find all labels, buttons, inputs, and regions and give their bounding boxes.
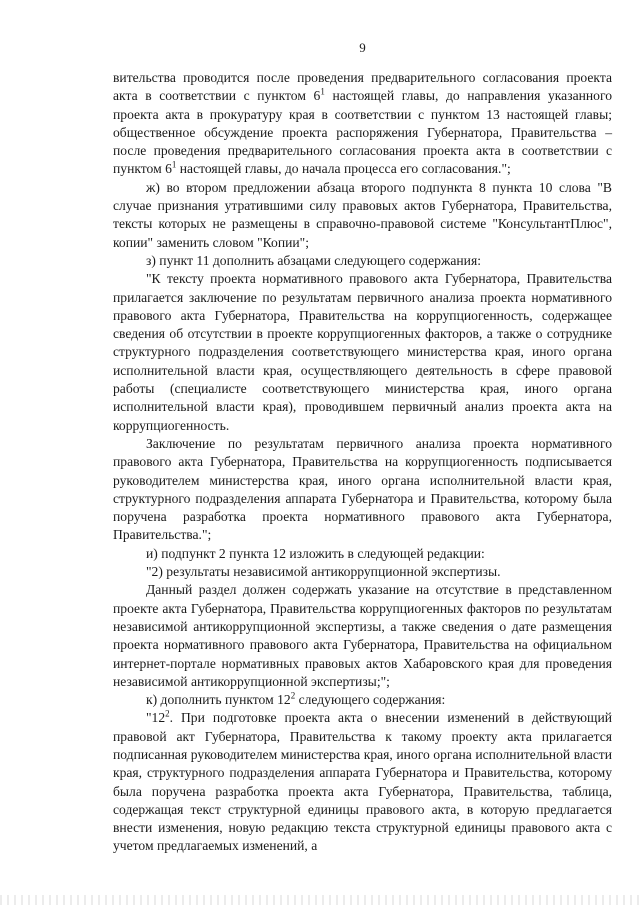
- superscript: 2: [290, 690, 296, 701]
- paragraph: [113, 581, 612, 691]
- paragraph-text: к) дополнить пунктом 12: [146, 692, 291, 708]
- paragraph-text: ж) во втором предложении абзаца второго подпункта 8 пункта 10 слова "В случае признания утратившими силу правовых актов Губернатора, Правительства, тексты которых не размещены в справочно-правовой системе "КонсультантПлюс", копии" заменить словом "Копии";: [113, 179, 612, 250]
- page-number: 9: [359, 40, 366, 55]
- paragraph: [113, 270, 612, 435]
- paragraph-text: следующего содержания:: [295, 692, 446, 708]
- paragraph: [113, 563, 612, 581]
- paragraph: [113, 691, 612, 709]
- paragraph: [113, 709, 612, 855]
- paragraph-text: настоящей главы, до направления указанного проекта акта в прокуратуру края в соответствии с пунктом 13 настоящей главы; общественное обсуждение проекта распоряжения Губернатора, Правительства – после проведения предварительного согласования проекта акта в соответствии с пунктом 6: [113, 88, 612, 177]
- paragraph: [113, 179, 612, 252]
- paragraph-text: Данный раздел должен содержать указание на отсутствие в представленном проекте акта Губернатора, Правительства коррупциогенных факторов по результатам независимой антикоррупционной экспертизы, а также сведения о дате размещения проекта нормативного правового акта Губернатора, Правительства на официальном интернет-портале нормативных правовых актов Хабаровского края для проведения независимой антикоррупционной экспертизы;";: [113, 582, 612, 689]
- paragraph: [113, 435, 612, 545]
- scan-artifact-edge: [0, 895, 640, 905]
- superscript: 2: [165, 708, 170, 719]
- paragraph: [113, 69, 612, 179]
- superscript: 1: [171, 159, 177, 170]
- paragraph-text: Заключение по результатам первичного анализа проекта нормативного правового акта Губернатора, Правительства на коррупциогенность подписывается руководителем министерства края, иного органа исполнительной власти края, структурного подразделения аппарата Губернатора и Правительства, которому была поручена разработка проекта нормативного правового акта Губернатора, Правительства.";: [113, 435, 612, 543]
- paragraph-text: . При подготовке проекта акта о внесении изменений в действующий правовой акт Губернатора, Правительства к такому проекту акта прилагается подписанная руководителем министерства края, иного органа исполнительной власти края, структурного подразделения аппарата Губернатора и Правительства, которому была поручена разработка проекта акта Губернатора, Правительства, таблица, содержащая текст структурной единицы правового акта, в которую предлагается внести изменения, новую редакцию текста структурной единицы правового акта с учетом предлагаемых изменений, а: [113, 710, 612, 854]
- paragraph: [113, 545, 612, 563]
- paragraph-text: и) подпункт 2 пункта 12 изложить в следующей редакции:: [146, 545, 485, 561]
- paragraph-text: вительства проводится после проведения предварительного согласования проекта акта в соответствии с пунктом 6: [113, 70, 612, 104]
- superscript: 1: [320, 86, 325, 97]
- document-body: [113, 69, 612, 856]
- paragraph-text: "2) результаты независимой антикоррупционной экспертизы.: [146, 564, 501, 580]
- paragraph: [113, 252, 612, 270]
- paragraph-text: "К тексту проекта нормативного правового акта Губернатора, Правительства прилагается заключение по результатам первичного анализа проекта нормативного правового акта Губернатора, Правительства на коррупциогенность, содержащее сведения об отсутствии в проекте коррупциогенных факторов, а также о сотруднике структурного подразделения соответствующего министерства края, иного органа исполнительной власти края, осуществляющего деятельность в сфере правовой работы (специалисте соответствующего министерства края, иного органа исполнительной власти края), проводившем первичный анализ проекта акта на коррупциогенность.: [113, 271, 612, 433]
- paragraph-text: настоящей главы, до начала процесса его согласования.";: [176, 161, 511, 177]
- paragraph-text: "12: [146, 710, 166, 726]
- paragraph-text: з) пункт 11 дополнить абзацами следующего содержания:: [146, 252, 481, 268]
